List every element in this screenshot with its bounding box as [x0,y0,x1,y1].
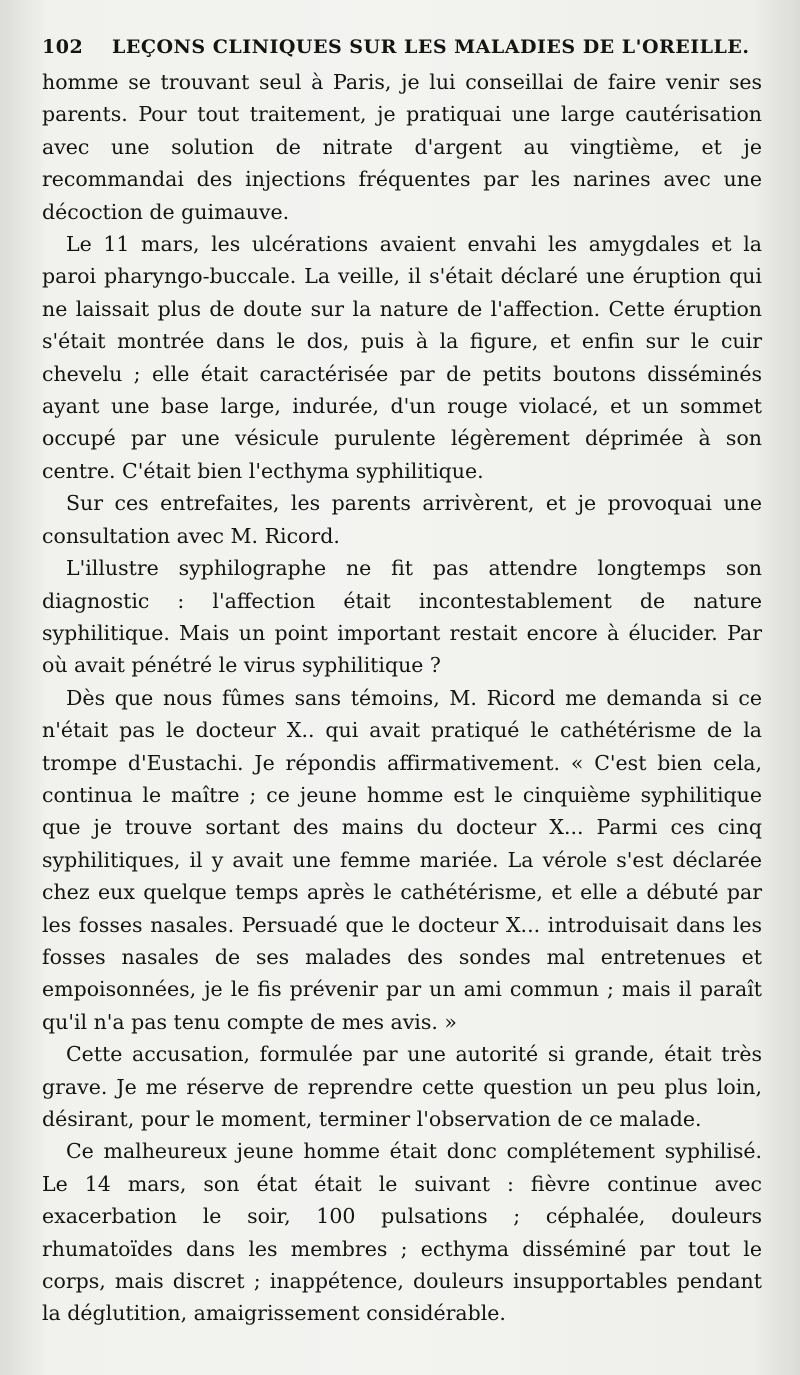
page-header [42,36,762,58]
page-number: 102 [42,36,84,58]
paragraph: Cette accusation, formulée par une autorité si grande, était très grave. Je me réserve de reprendre cette question un peu plus loin, désirant, pour le moment, terminer l'observation de ce malade. [42,1042,762,1131]
paragraph: L'illustre syphilographe ne fit pas attendre longtemps son diagnostic : l'affection était incontestablement de nature syphilitique. Mais un point important restait encore à élucider. Par où avait pénétré le virus syphilitique ? [42,556,762,678]
paragraph: Ce malheureux jeune homme était donc complétement syphilisé. Le 14 mars, son état était le suivant : fièvre continue avec exacerbation le soir, 100 pulsations ; céphalée, douleurs rhumatoïdes dans les membres ; ecthyma disséminé par tout le corps, mais discret ; inappétence, douleurs insupportables pendant la déglutition, amaigrissement considérable. [42,1139,762,1326]
paragraph: Sur ces entrefaites, les parents arrivèrent, et je provoquai une consultation avec M. Ricord. [42,491,762,548]
paragraph: Le 11 mars, les ulcérations avaient envahi les amygdales et la paroi pharyngo-buccale. La veille, il s'était déclaré une éruption qui ne laissait plus de doute sur la nature de l'affection. Cette éruption s'était montrée dans le dos, puis à la figure, et enfin sur le cuir chevelu ; elle était caractérisée par de petits boutons disséminés ayant une base large, indurée, d'un rouge violacé, et un sommet occupé par une vésicule purulente légèrement déprimée à son centre. C'était bien l'ecthyma syphilitique. [42,232,762,483]
running-head: LEÇONS CLINIQUES SUR LES MALADIES DE L'OREILLE. [112,36,750,58]
paragraph-continued: homme se trouvant seul à Paris, je lui conseillai de faire venir ses parents. Pour tout traitement, je pratiquai une large cautérisation avec une solution de nitrate d'argent au vingtième, et je recommandai des injections fréquentes par les narines avec une décoction de guimauve. [42,70,762,224]
paragraph: Dès que nous fûmes sans témoins, M. Ricord me demanda si ce n'était pas le docteur X.. qui avait pratiqué le cathétérisme de la trompe d'Eustachi. Je répondis affirmativement. « C'est bien cela, continua le maître ; ce jeune homme est le cinquième syphilitique que je trouve sortant des mains du docteur X... Parmi ces cinq syphilitiques, il y avait une femme mariée. La vérole s'est déclarée chez eux quelque temps après le cathétérisme, et elle a débuté par les fosses nasales. Persuadé que le docteur X... introduisait dans les fosses nasales de ses malades des sondes mal entretenues et empoisonnées, je le fis prévenir par un ami commun ; mais il paraît qu'il n'a pas tenu compte de mes avis. » [42,685,762,1034]
